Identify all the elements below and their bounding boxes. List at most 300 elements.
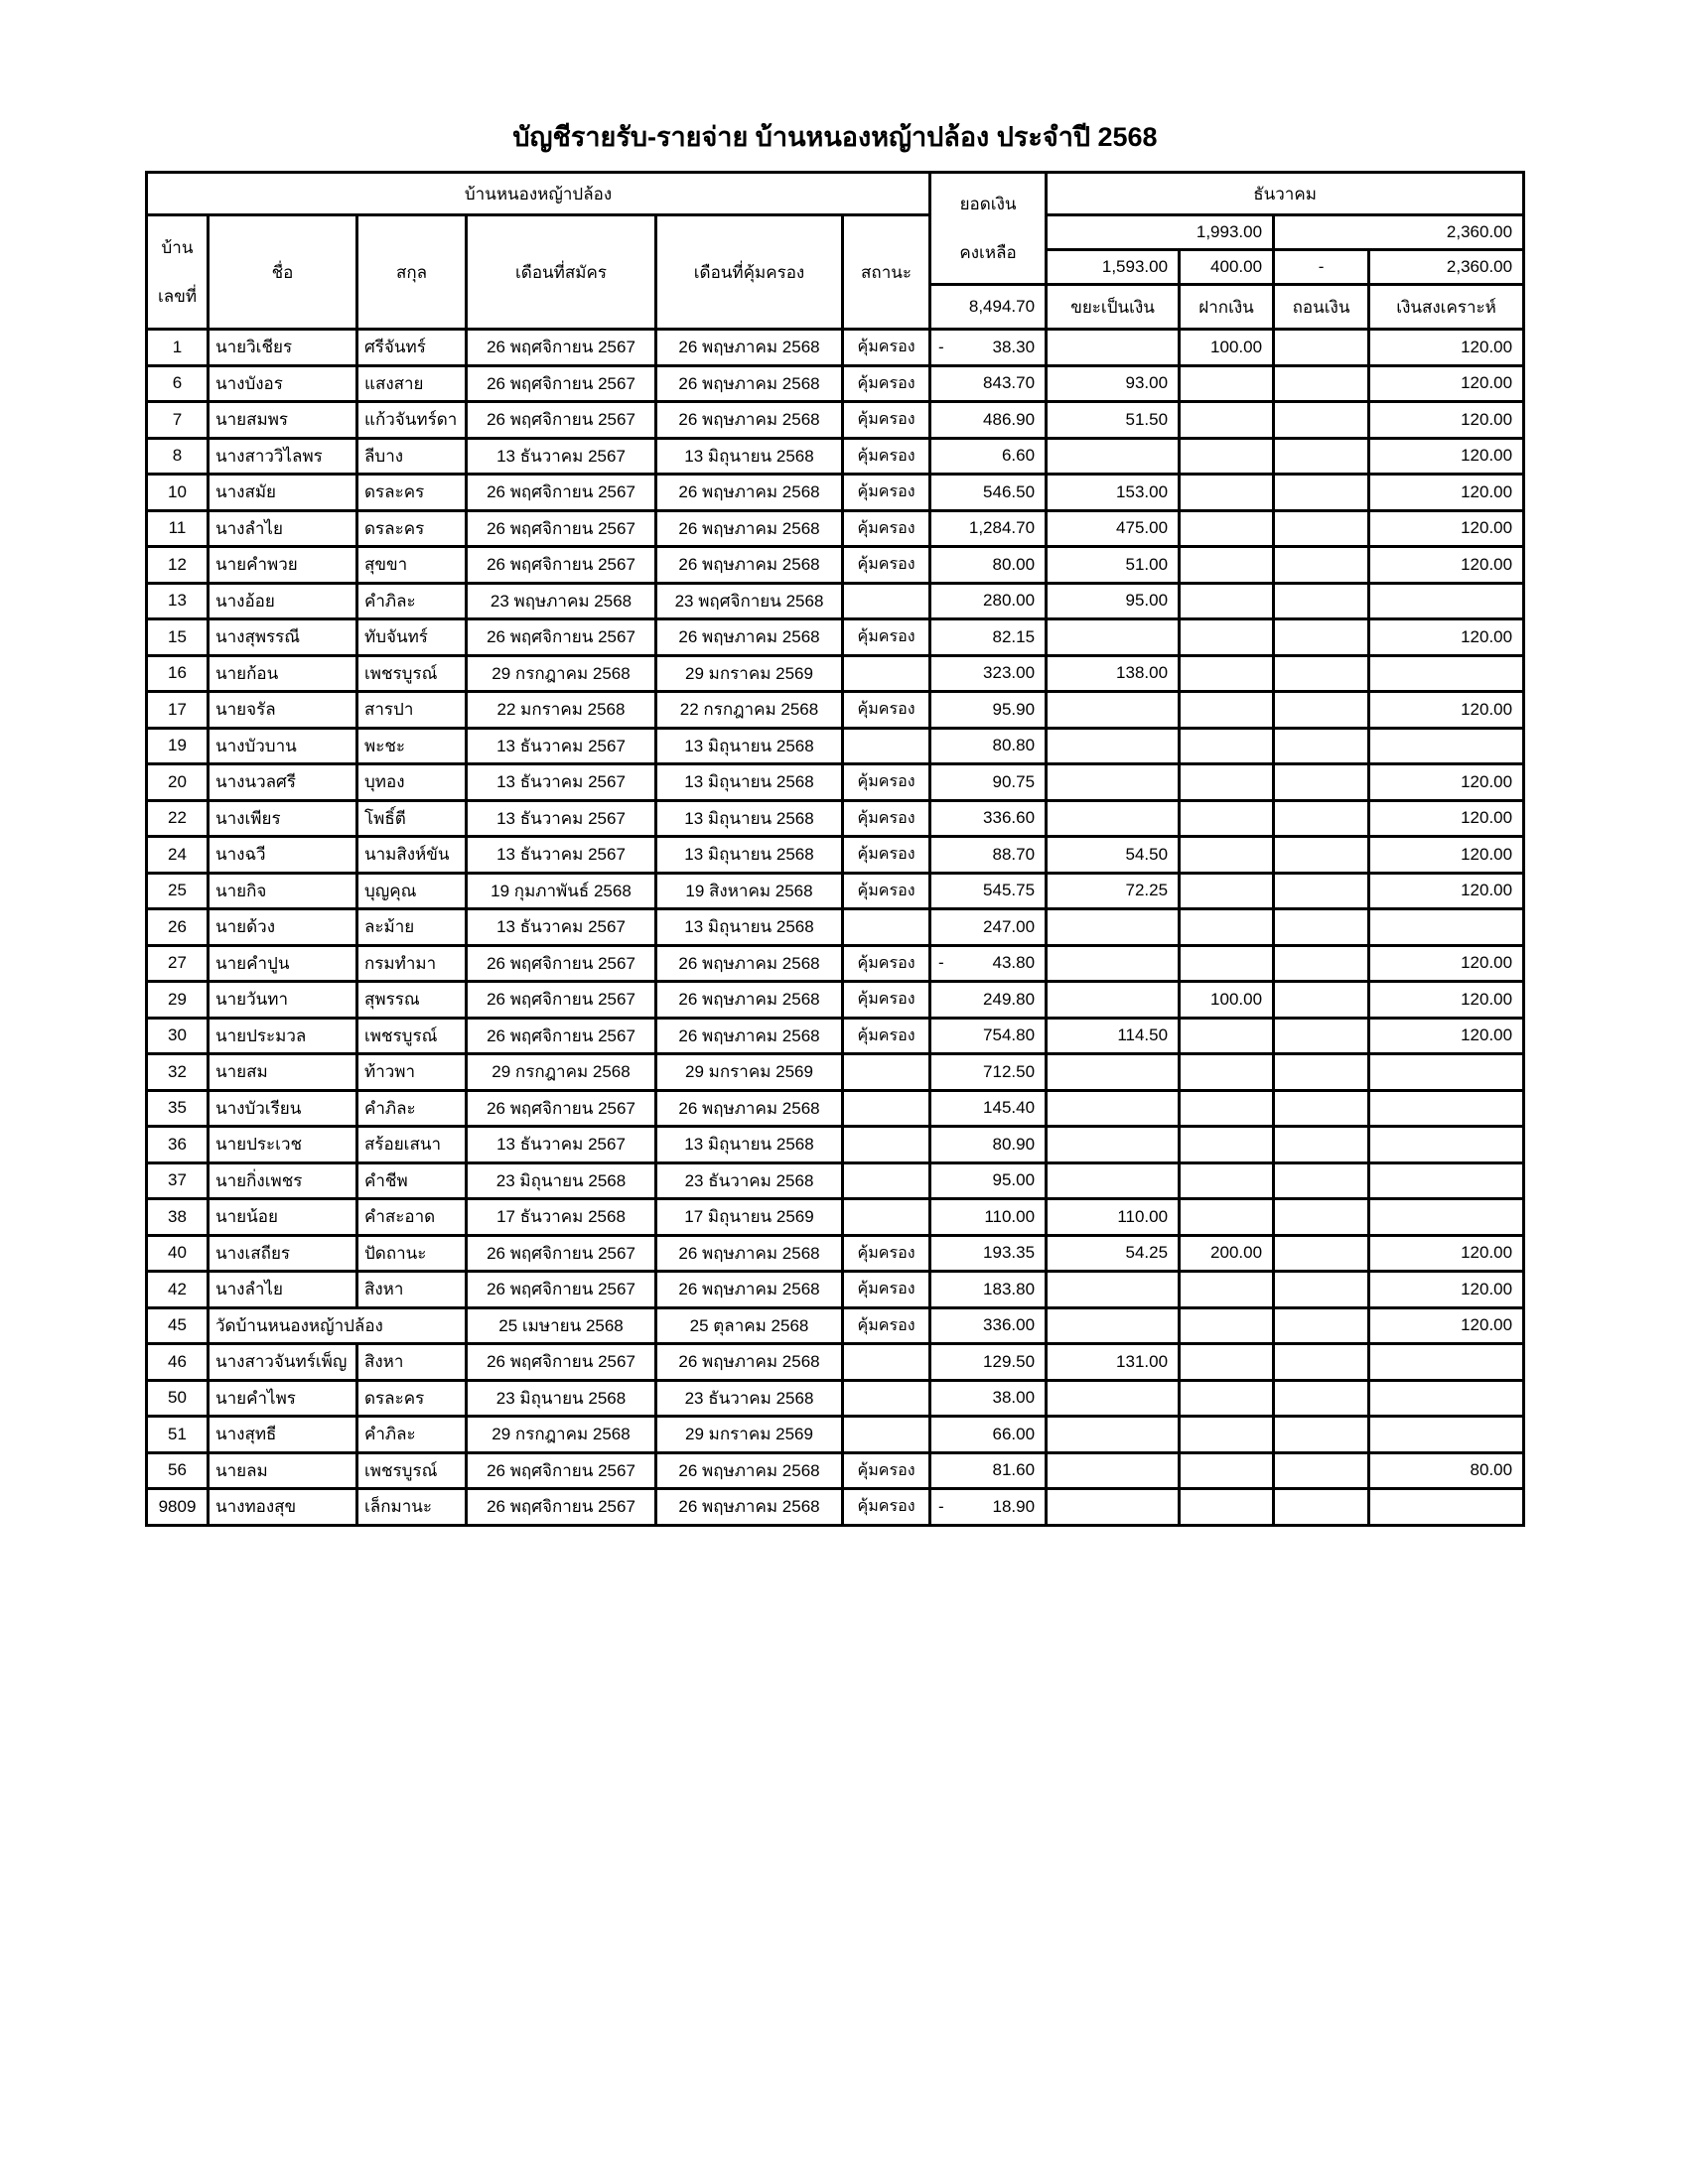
col-header-status: สถานะ	[843, 215, 930, 330]
col-header-apply-month: เดือนที่สมัคร	[467, 215, 656, 330]
cell-welfare: 120.00	[1369, 945, 1524, 982]
cell-last-name: เพชรบูรณ์	[357, 1018, 467, 1054]
cell-last-name: แก้วจันทร์ดา	[357, 402, 467, 439]
cell-cover-month: 26 พฤษภาคม 2568	[656, 1090, 843, 1127]
cell-cover-month: 26 พฤษภาคม 2568	[656, 365, 843, 402]
cell-apply-month: 13 ธันวาคม 2567	[467, 764, 656, 801]
cell-withdraw	[1274, 1307, 1369, 1344]
cell-last-name: คำภิละ	[357, 583, 467, 619]
cell-balance: 80.90	[930, 1127, 1047, 1163]
cell-withdraw	[1274, 800, 1369, 837]
cell-apply-month: 23 มิถุนายน 2568	[467, 1162, 656, 1199]
cell-last-name: บุทอง	[357, 764, 467, 801]
cell-house-no: 36	[147, 1127, 209, 1163]
cell-first-name: นายกิ่งเพชร	[209, 1162, 357, 1199]
cell-garbage-money	[1047, 1380, 1180, 1417]
cell-deposit	[1180, 1489, 1274, 1526]
cell-withdraw	[1274, 1452, 1369, 1489]
cell-garbage-money: 110.00	[1047, 1199, 1180, 1236]
cell-house-no: 29	[147, 982, 209, 1019]
cell-last-name: เล็กมานะ	[357, 1489, 467, 1526]
cell-status	[843, 1127, 930, 1163]
cell-house-no: 11	[147, 510, 209, 547]
cell-first-name: นางเพียร	[209, 800, 357, 837]
cell-welfare: 120.00	[1369, 475, 1524, 511]
table-row	[147, 1127, 1524, 1163]
cell-house-no: 30	[147, 1018, 209, 1054]
cell-apply-month: 26 พฤศจิกายน 2567	[467, 365, 656, 402]
table-row	[147, 438, 1524, 475]
cell-welfare: 120.00	[1369, 438, 1524, 475]
table-row	[147, 837, 1524, 874]
cell-status	[843, 909, 930, 946]
cell-first-name: นางบังอร	[209, 365, 357, 402]
cell-last-name: สิงหา	[357, 1344, 467, 1381]
cell-status	[843, 1199, 930, 1236]
cell-house-no: 16	[147, 655, 209, 692]
table-row	[147, 982, 1524, 1019]
cell-first-name: นายสม	[209, 1054, 357, 1091]
cell-last-name: สารปา	[357, 692, 467, 729]
cell-garbage-money	[1047, 1272, 1180, 1308]
cell-house-no: 9809	[147, 1489, 209, 1526]
cell-house-no: 27	[147, 945, 209, 982]
cell-apply-month: 26 พฤศจิกายน 2567	[467, 510, 656, 547]
cell-house-no: 15	[147, 619, 209, 656]
cell-deposit	[1180, 1452, 1274, 1489]
cell-garbage-money	[1047, 728, 1180, 764]
cell-cover-month: 13 มิถุนายน 2568	[656, 764, 843, 801]
cell-status: คุ้มครอง	[843, 764, 930, 801]
cell-garbage-money: 153.00	[1047, 475, 1180, 511]
table-row	[147, 365, 1524, 402]
cell-house-no: 56	[147, 1452, 209, 1489]
cell-status	[843, 655, 930, 692]
table-row	[147, 1018, 1524, 1054]
cell-cover-month: 23 ธันวาคม 2568	[656, 1380, 843, 1417]
ledger-sheet	[145, 0, 1525, 2184]
cell-withdraw	[1274, 1090, 1369, 1127]
cell-status: คุ้มครอง	[843, 619, 930, 656]
cell-deposit	[1180, 619, 1274, 656]
cell-first-name: นายประมวล	[209, 1018, 357, 1054]
cell-welfare: 120.00	[1369, 619, 1524, 656]
cell-last-name: สิงหา	[357, 1272, 467, 1308]
cell-cover-month: 29 มกราคม 2569	[656, 1054, 843, 1091]
table-row	[147, 1235, 1524, 1272]
cell-withdraw	[1274, 909, 1369, 946]
table-row	[147, 510, 1524, 547]
cell-garbage-money	[1047, 619, 1180, 656]
cell-balance: 486.90	[930, 402, 1047, 439]
cell-first-name: นายวันทา	[209, 982, 357, 1019]
cell-balance: 336.60	[930, 800, 1047, 837]
balance-total: 8,494.70	[930, 285, 1047, 330]
welfare-total: 2,360.00	[1369, 250, 1524, 285]
cell-withdraw	[1274, 655, 1369, 692]
cell-apply-month: 13 ธันวาคม 2567	[467, 837, 656, 874]
cell-first-name: นางสุทธี	[209, 1417, 357, 1453]
cell-house-no: 46	[147, 1344, 209, 1381]
cell-deposit	[1180, 728, 1274, 764]
cell-apply-month: 26 พฤศจิกายน 2567	[467, 982, 656, 1019]
cell-garbage-money	[1047, 1090, 1180, 1127]
table-row	[147, 583, 1524, 619]
col-header-garbage: ขยะเป็นเงิน	[1047, 285, 1180, 330]
cell-cover-month: 13 มิถุนายน 2568	[656, 909, 843, 946]
table-row	[147, 475, 1524, 511]
cell-first-name: นางทองสุข	[209, 1489, 357, 1526]
cell-last-name: คำภิละ	[357, 1090, 467, 1127]
cell-status: คุ้มครอง	[843, 510, 930, 547]
table-row	[147, 909, 1524, 946]
cell-cover-month: 23 ธันวาคม 2568	[656, 1162, 843, 1199]
cell-balance: 82.15	[930, 619, 1047, 656]
cell-apply-month: 26 พฤศจิกายน 2567	[467, 475, 656, 511]
cell-withdraw	[1274, 583, 1369, 619]
cell-welfare	[1369, 1417, 1524, 1453]
cell-cover-month: 25 ตุลาคม 2568	[656, 1307, 843, 1344]
cell-garbage-money: 114.50	[1047, 1018, 1180, 1054]
cell-deposit	[1180, 365, 1274, 402]
table-row	[147, 728, 1524, 764]
cell-balance: 95.90	[930, 692, 1047, 729]
cell-garbage-money	[1047, 945, 1180, 982]
cell-apply-month: 13 ธันวาคม 2567	[467, 909, 656, 946]
cell-balance: 193.35	[930, 1235, 1047, 1272]
cell-garbage-money: 54.50	[1047, 837, 1180, 874]
ledger-table-header	[147, 173, 1524, 330]
cell-first-name: นายน้อย	[209, 1199, 357, 1236]
cell-last-name: สุขขา	[357, 547, 467, 584]
cell-status: คุ้มครอง	[843, 402, 930, 439]
cell-withdraw	[1274, 365, 1369, 402]
cell-welfare	[1369, 1054, 1524, 1091]
cell-withdraw	[1274, 402, 1369, 439]
cell-welfare: 80.00	[1369, 1452, 1524, 1489]
cell-apply-month: 26 พฤศจิกายน 2567	[467, 547, 656, 584]
cell-last-name: แสงสาย	[357, 365, 467, 402]
cell-withdraw	[1274, 1235, 1369, 1272]
cell-first-name: นายประเวช	[209, 1127, 357, 1163]
cell-apply-month: 26 พฤศจิกายน 2567	[467, 1235, 656, 1272]
cell-house-no: 6	[147, 365, 209, 402]
cell-cover-month: 22 กรกฎาคม 2568	[656, 692, 843, 729]
cell-house-no: 13	[147, 583, 209, 619]
cell-apply-month: 23 พฤษภาคม 2568	[467, 583, 656, 619]
cell-first-name: นายก้อน	[209, 655, 357, 692]
cell-status: คุ้มครอง	[843, 1489, 930, 1526]
col-header-house-no-line2: เลขที่	[157, 287, 198, 306]
cell-house-no: 38	[147, 1199, 209, 1236]
table-row	[147, 1489, 1524, 1526]
cell-balance: 247.00	[930, 909, 1047, 946]
cell-deposit	[1180, 438, 1274, 475]
cell-balance: 183.80	[930, 1272, 1047, 1308]
cell-deposit	[1180, 1054, 1274, 1091]
col-header-deposit: ฝากเงิน	[1180, 285, 1274, 330]
cell-last-name: สร้อยเสนา	[357, 1127, 467, 1163]
cell-balance: 129.50	[930, 1344, 1047, 1381]
cell-apply-month: 29 กรกฎาคม 2568	[467, 1417, 656, 1453]
cell-balance: 546.50	[930, 475, 1047, 511]
cell-balance: 80.80	[930, 728, 1047, 764]
cell-house-no: 45	[147, 1307, 209, 1344]
cell-garbage-money	[1047, 909, 1180, 946]
cell-deposit	[1180, 1380, 1274, 1417]
cell-house-no: 42	[147, 1272, 209, 1308]
cell-last-name: ปัดถานะ	[357, 1235, 467, 1272]
cell-balance: 66.00	[930, 1417, 1047, 1453]
table-row	[147, 945, 1524, 982]
cell-balance: 280.00	[930, 583, 1047, 619]
balance-header-line1: ยอดเงิน	[959, 195, 1017, 213]
cell-house-no: 37	[147, 1162, 209, 1199]
cell-deposit	[1180, 945, 1274, 982]
header-row-month-totals	[147, 215, 1524, 250]
cell-last-name: ทับจันทร์	[357, 619, 467, 656]
cell-withdraw	[1274, 1272, 1369, 1308]
table-row	[147, 692, 1524, 729]
cell-garbage-money: 72.25	[1047, 873, 1180, 909]
cell-first-name: นางสาววิไลพร	[209, 438, 357, 475]
cell-status	[843, 1054, 930, 1091]
cell-last-name: ท้าวพา	[357, 1054, 467, 1091]
cell-cover-month: 26 พฤษภาคม 2568	[656, 1018, 843, 1054]
table-row	[147, 1344, 1524, 1381]
cell-deposit	[1180, 1090, 1274, 1127]
cell-deposit	[1180, 1417, 1274, 1453]
cell-deposit	[1180, 909, 1274, 946]
cell-cover-month: 26 พฤษภาคม 2568	[656, 1272, 843, 1308]
cell-garbage-money: 131.00	[1047, 1344, 1180, 1381]
cell-deposit	[1180, 837, 1274, 874]
cell-welfare: 120.00	[1369, 1018, 1524, 1054]
cell-last-name: พะชะ	[357, 728, 467, 764]
cell-withdraw	[1274, 1380, 1369, 1417]
cell-cover-month: 26 พฤษภาคม 2568	[656, 619, 843, 656]
cell-garbage-money: 95.00	[1047, 583, 1180, 619]
cell-garbage-money: 93.00	[1047, 365, 1180, 402]
cell-welfare	[1369, 1090, 1524, 1127]
cell-first-name: นางอ้อย	[209, 583, 357, 619]
cell-welfare	[1369, 1489, 1524, 1526]
table-row	[147, 1272, 1524, 1308]
cell-withdraw	[1274, 1199, 1369, 1236]
cell-withdraw	[1274, 692, 1369, 729]
cell-first-name: นางเสถียร	[209, 1235, 357, 1272]
cell-deposit	[1180, 873, 1274, 909]
cell-house-no: 51	[147, 1417, 209, 1453]
cell-cover-month: 26 พฤษภาคม 2568	[656, 982, 843, 1019]
table-row	[147, 1380, 1524, 1417]
village-header: บ้านหนองหญ้าปล้อง	[147, 173, 930, 215]
cell-garbage-money: 138.00	[1047, 655, 1180, 692]
cell-welfare: 120.00	[1369, 510, 1524, 547]
cell-withdraw	[1274, 1489, 1369, 1526]
cell-welfare: 120.00	[1369, 800, 1524, 837]
cell-cover-month: 26 พฤษภาคม 2568	[656, 1344, 843, 1381]
cell-status: คุ้มครอง	[843, 982, 930, 1019]
cell-cover-month: 26 พฤษภาคม 2568	[656, 475, 843, 511]
cell-last-name: กรมทำมา	[357, 945, 467, 982]
income-total: 1,993.00	[1047, 215, 1274, 250]
cell-deposit	[1180, 510, 1274, 547]
cell-apply-month: 26 พฤศจิกายน 2567	[467, 1344, 656, 1381]
cell-cover-month: 26 พฤษภาคม 2568	[656, 547, 843, 584]
cell-garbage-money: 475.00	[1047, 510, 1180, 547]
cell-first-name: วัดบ้านหนองหญ้าปล้อง	[209, 1307, 467, 1344]
table-row	[147, 1090, 1524, 1127]
cell-withdraw	[1274, 837, 1369, 874]
cell-last-name: เพชรบูรณ์	[357, 1452, 467, 1489]
cell-withdraw	[1274, 1162, 1369, 1199]
cell-withdraw	[1274, 1344, 1369, 1381]
cell-deposit	[1180, 1018, 1274, 1054]
table-row	[147, 655, 1524, 692]
balance-header	[930, 173, 1047, 285]
cell-garbage-money	[1047, 330, 1180, 366]
cell-status: คุ้มครอง	[843, 438, 930, 475]
cell-deposit	[1180, 1307, 1274, 1344]
cell-last-name: คำชีพ	[357, 1162, 467, 1199]
page-title: บัญชีรายรับ-รายจ่าย บ้านหนองหญ้าปล้อง ประจำปี 2568	[512, 122, 1158, 152]
cell-last-name: โพธิ์ตี	[357, 800, 467, 837]
cell-apply-month: 26 พฤศจิกายน 2567	[467, 1272, 656, 1308]
cell-apply-month: 13 ธันวาคม 2567	[467, 800, 656, 837]
cell-withdraw	[1274, 873, 1369, 909]
cell-first-name: นางสุพรรณี	[209, 619, 357, 656]
cell-cover-month: 23 พฤศจิกายน 2568	[656, 583, 843, 619]
cell-balance: 95.00	[930, 1162, 1047, 1199]
cell-house-no: 32	[147, 1054, 209, 1091]
cell-status: คุ้มครอง	[843, 945, 930, 982]
cell-status	[843, 1090, 930, 1127]
cell-garbage-money	[1047, 1054, 1180, 1091]
cell-cover-month: 26 พฤษภาคม 2568	[656, 1489, 843, 1526]
cell-deposit: 100.00	[1180, 330, 1274, 366]
cell-house-no: 12	[147, 547, 209, 584]
cell-withdraw	[1274, 764, 1369, 801]
cell-apply-month: 23 มิถุนายน 2568	[467, 1380, 656, 1417]
table-row	[147, 619, 1524, 656]
cell-withdraw	[1274, 982, 1369, 1019]
cell-garbage-money	[1047, 982, 1180, 1019]
cell-status: คุ้มครอง	[843, 692, 930, 729]
cell-first-name: นายคำปูน	[209, 945, 357, 982]
cell-balance: 38.00	[930, 1380, 1047, 1417]
cell-welfare: 120.00	[1369, 1307, 1524, 1344]
cell-balance: 6.60	[930, 438, 1047, 475]
cell-status: คุ้มครอง	[843, 1307, 930, 1344]
table-row	[147, 1199, 1524, 1236]
cell-last-name: ดรละคร	[357, 510, 467, 547]
garbage-total: 1,593.00	[1047, 250, 1180, 285]
cell-garbage-money	[1047, 1417, 1180, 1453]
cell-first-name: นางบัวเรียน	[209, 1090, 357, 1127]
cell-apply-month: 17 ธันวาคม 2568	[467, 1199, 656, 1236]
col-header-house-no	[147, 215, 209, 330]
cell-withdraw	[1274, 619, 1369, 656]
cell-withdraw	[1274, 945, 1369, 982]
table-row	[147, 547, 1524, 584]
col-header-house-no-line1: บ้าน	[161, 238, 194, 257]
deposit-total: 400.00	[1180, 250, 1274, 285]
cell-welfare: 120.00	[1369, 873, 1524, 909]
cell-status	[843, 1380, 930, 1417]
cell-withdraw	[1274, 510, 1369, 547]
cell-garbage-money: 54.25	[1047, 1235, 1180, 1272]
cell-welfare	[1369, 655, 1524, 692]
cell-balance: - 43.80	[930, 945, 1047, 982]
cell-status: คุ้มครอง	[843, 365, 930, 402]
cell-deposit	[1180, 1162, 1274, 1199]
cell-house-no: 7	[147, 402, 209, 439]
negative-sign: -	[938, 337, 944, 356]
cell-deposit	[1180, 1199, 1274, 1236]
cell-garbage-money	[1047, 1127, 1180, 1163]
cell-deposit	[1180, 1272, 1274, 1308]
cell-welfare: 120.00	[1369, 692, 1524, 729]
cell-last-name: ดรละคร	[357, 475, 467, 511]
cell-garbage-money	[1047, 1307, 1180, 1344]
cell-welfare: 120.00	[1369, 1235, 1524, 1272]
cell-status	[843, 1344, 930, 1381]
cell-status: คุ้มครอง	[843, 1272, 930, 1308]
cell-balance: 712.50	[930, 1054, 1047, 1091]
cell-status: คุ้มครอง	[843, 547, 930, 584]
cell-balance: - 38.30	[930, 330, 1047, 366]
cell-apply-month: 26 พฤศจิกายน 2567	[467, 1489, 656, 1526]
cell-balance: 90.75	[930, 764, 1047, 801]
cell-cover-month: 26 พฤษภาคม 2568	[656, 402, 843, 439]
cell-garbage-money	[1047, 1452, 1180, 1489]
cell-balance: 1,284.70	[930, 510, 1047, 547]
cell-withdraw	[1274, 547, 1369, 584]
cell-apply-month: 19 กุมภาพันธ์ 2568	[467, 873, 656, 909]
cell-withdraw	[1274, 1018, 1369, 1054]
cell-balance: 336.00	[930, 1307, 1047, 1344]
withdraw-total: -	[1274, 250, 1369, 285]
cell-status	[843, 728, 930, 764]
cell-last-name: คำสะอาด	[357, 1199, 467, 1236]
cell-last-name: ดรละคร	[357, 1380, 467, 1417]
cell-welfare: 120.00	[1369, 982, 1524, 1019]
cell-apply-month: 25 เมษายน 2568	[467, 1307, 656, 1344]
cell-balance: 88.70	[930, 837, 1047, 874]
table-row	[147, 1162, 1524, 1199]
table-row	[147, 1452, 1524, 1489]
cell-welfare: 120.00	[1369, 1272, 1524, 1308]
month-header: ธันวาคม	[1047, 173, 1524, 215]
cell-house-no: 8	[147, 438, 209, 475]
table-row	[147, 873, 1524, 909]
cell-cover-month: 29 มกราคม 2569	[656, 1417, 843, 1453]
cell-withdraw	[1274, 438, 1369, 475]
balance-header-line2: คงเหลือ	[959, 243, 1017, 262]
cell-first-name: นางลำไย	[209, 1272, 357, 1308]
cell-first-name: นายสมพร	[209, 402, 357, 439]
cell-apply-month: 29 กรกฎาคม 2568	[467, 655, 656, 692]
cell-apply-month: 22 มกราคม 2568	[467, 692, 656, 729]
cell-cover-month: 26 พฤษภาคม 2568	[656, 945, 843, 982]
cell-cover-month: 13 มิถุนายน 2568	[656, 438, 843, 475]
cell-status: คุ้มครอง	[843, 873, 930, 909]
negative-sign: -	[938, 953, 944, 973]
cell-cover-month: 26 พฤษภาคม 2568	[656, 330, 843, 366]
col-header-last-name: สกุล	[357, 215, 467, 330]
table-row	[147, 1307, 1524, 1344]
